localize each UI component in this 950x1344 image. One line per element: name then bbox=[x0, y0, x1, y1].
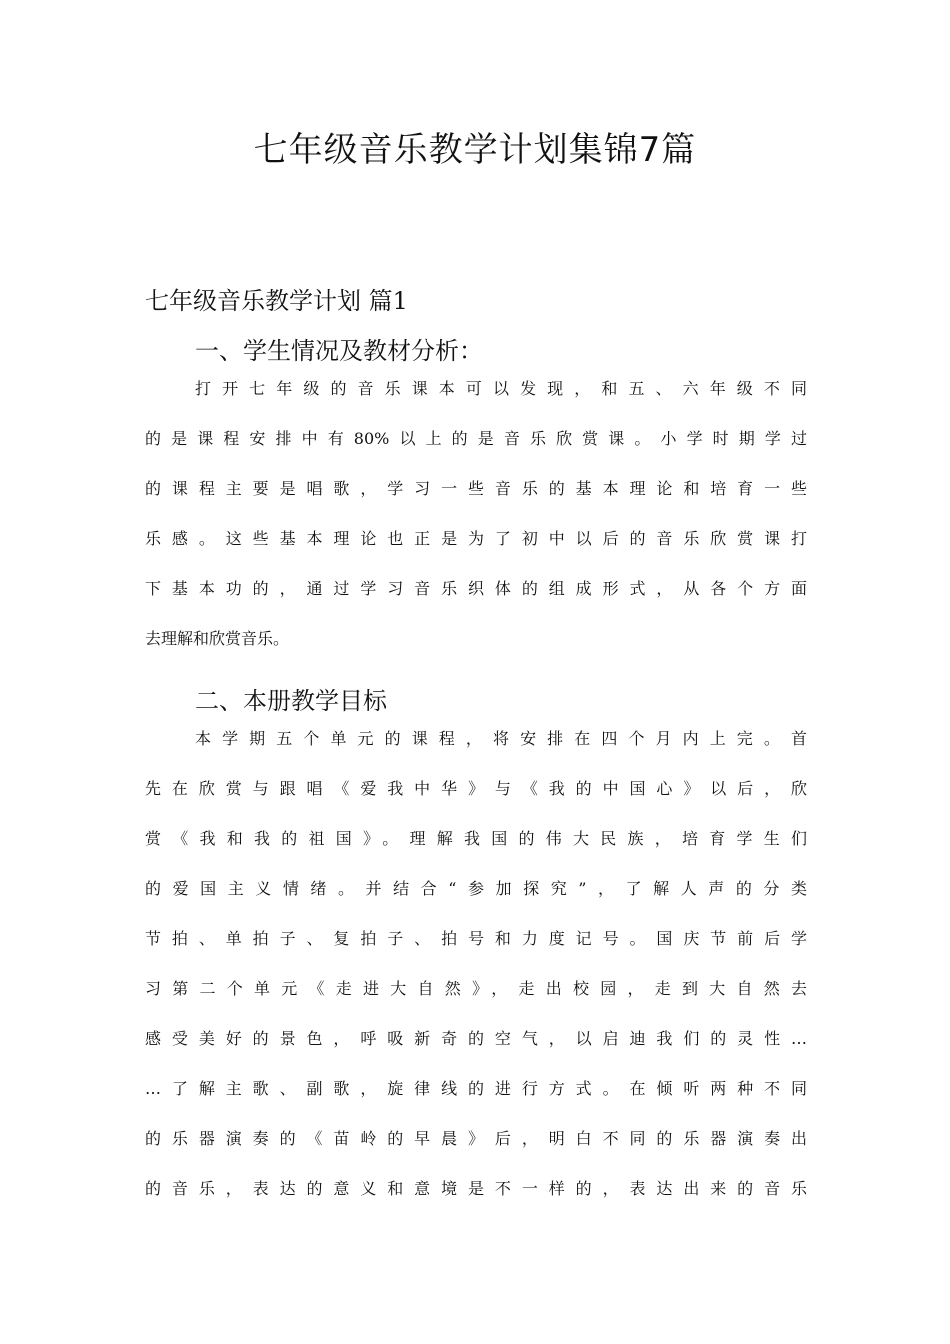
paragraph-line: 本学期五个单元的课程，将安排在四个月内上完。首 bbox=[195, 729, 807, 748]
paragraph-line: 赏《我和我的祖国》。理解我国的伟大民族，培育学生们 bbox=[145, 829, 807, 848]
paragraph-line: 节拍、单拍子、复拍子、拍号和力度记号。国庆节前后学 bbox=[145, 929, 807, 948]
section-heading-1: 一、学生情况及教材分析： bbox=[195, 337, 483, 365]
section-heading-2: 二、本册教学目标 bbox=[195, 687, 387, 715]
paragraph-teaching-goals bbox=[145, 726, 807, 1226]
paragraph-line: 乐感。这些基本理论也正是为了初中以后的音乐欣赏课打 bbox=[145, 529, 807, 548]
paragraph-line: 感受美好的景色，呼吸新奇的空气，以启迪我们的灵性… bbox=[145, 1029, 807, 1048]
paragraph-student-analysis bbox=[145, 376, 807, 676]
paragraph-line: 打开七年级的音乐课本可以发现，和五、六年级不同 bbox=[195, 379, 807, 398]
paragraph-line: 的是课程安排中有80%以上的是音乐欣赏课。小学时期学过 bbox=[145, 429, 807, 448]
article-heading: 七年级音乐教学计划 篇1 bbox=[145, 287, 408, 315]
paragraph-line: 习第二个单元《走进大自然》，走出校园，走到大自然去 bbox=[145, 979, 807, 998]
paragraph-line: 先在欣赏与跟唱《爱我中华》与《我的中国心》以后，欣 bbox=[145, 779, 807, 798]
paragraph-line: 下基本功的，通过学习音乐织体的组成形式，从各个方面 bbox=[145, 579, 807, 598]
paragraph-line: 的乐器演奏的《苗岭的早晨》后，明白不同的乐器演奏出 bbox=[145, 1129, 807, 1148]
paragraph-line: 去理解和欣赏音乐。 bbox=[145, 629, 290, 648]
paragraph-line: 的爱国主义情绪。并结合“参加探究”，了解人声的分类 bbox=[145, 879, 807, 898]
paragraph-line: 的课程主要是唱歌，学习一些音乐的基本理论和培育一些 bbox=[145, 479, 807, 498]
document-body bbox=[145, 276, 807, 1226]
document-title: 七年级音乐教学计划集锦7篇 bbox=[253, 130, 697, 170]
paragraph-line: 的音乐，表达的意义和意境是不一样的，表达出来的音乐 bbox=[145, 1179, 807, 1198]
paragraph-line: …了解主歌、副歌，旋律线的进行方式。在倾听两种不同 bbox=[145, 1079, 807, 1098]
